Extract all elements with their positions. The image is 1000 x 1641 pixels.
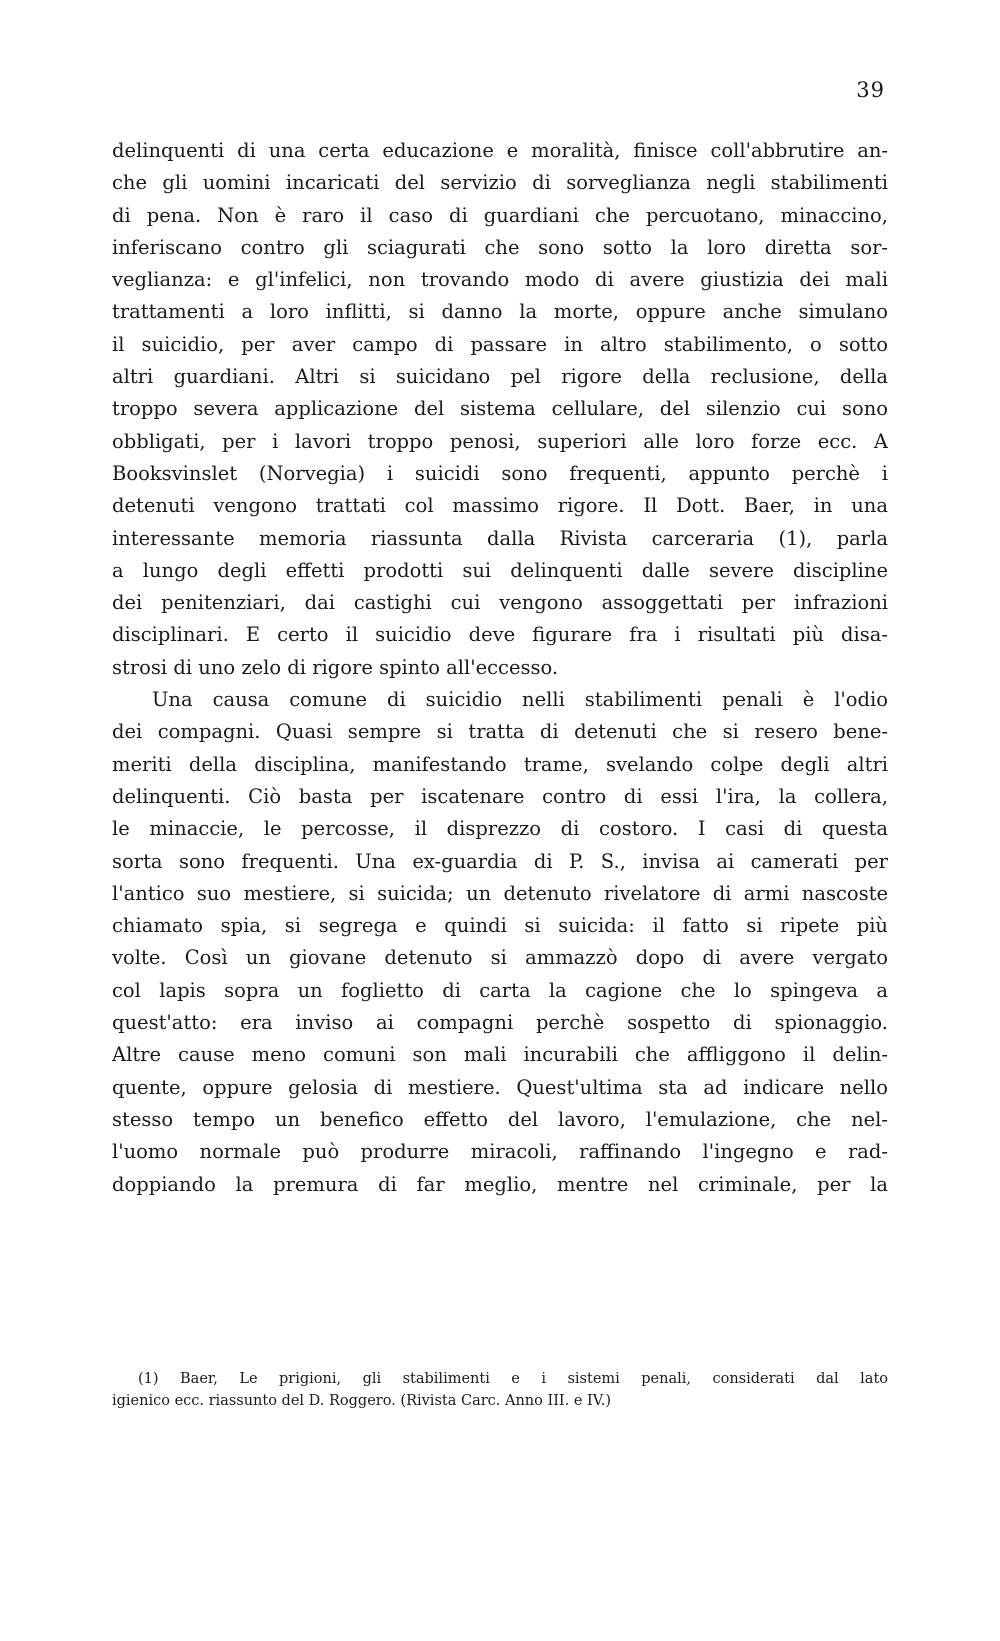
text-line: l'antico suo mestiere, si suicida; un detenuto rivelatore di armi nascoste [112,881,888,905]
text-line: dei penitenziari, dai castighi cui vengono assoggettati per infrazioni [112,591,888,615]
footnote-line: (1) Baer, Le prigioni, gli stabilimenti e i sistemi penali, considerati dal lato [138,1371,888,1387]
text-line: sorta sono frequenti. Una ex-guardia di P. S., invisa ai camerati per [112,849,888,873]
text-line: Booksvinslet (Norvegia) i suicidi sono frequenti, appunto perchè i [112,461,888,485]
text-line: troppo severa applicazione del sistema cellulare, del silenzio cui sono [112,397,888,421]
text-line: inferiscano contro gli sciagurati che sono sotto la loro diretta sor- [112,235,888,259]
text-line: volte. Così un giovane detenuto si ammazzò dopo di avere vergato [112,946,888,970]
text-line: il suicidio, per aver campo di passare in altro stabilimento, o sotto [112,332,888,356]
text-line: meriti della disciplina, manifestando trame, svelando colpe degli altri [112,752,888,776]
text-line: quente, oppure gelosia di mestiere. Quest'ultima sta ad indicare nello [112,1075,888,1099]
text-line: delinquenti di una certa educazione e moralità, finisce coll'abbrutire an- [112,139,888,162]
text-line: veglianza: e gl'infelici, non trovando modo di avere giustizia dei mali [112,268,888,292]
text-line: chiamato spia, si segrega e quindi si suicida: il fatto si ripete più [112,914,888,938]
text-line: l'uomo normale può produrre miracoli, raffinando l'ingegno e rad- [112,1140,888,1164]
paragraph-start-line: Una causa comune di suicidio nelli stabilimenti penali è l'odio [152,688,888,712]
text-line: obbligati, per i lavori troppo penosi, superiori alle loro forze ecc. A [112,429,888,453]
text-line: a lungo degli effetti prodotti sui delinquenti dalle severe discipline [112,558,888,582]
text-line: detenuti vengono trattati col massimo rigore. Il Dott. Baer, in una [112,494,888,518]
text-line: doppiando la premura di far meglio, mentre nel criminale, per la [112,1172,888,1196]
text-line: interessante memoria riassunta dalla Rivista carceraria (1), parla [112,526,888,550]
text-line: quest'atto: era inviso ai compagni perchè sospetto di spionaggio. [112,1011,888,1035]
text-line: che gli uomini incaricati del servizio di sorveglianza negli stabilimenti [112,171,888,195]
paragraph-end-line: strosi di uno zelo di rigore spinto all'eccesso. [112,655,559,679]
text-line: stesso tempo un benefico effetto del lavoro, l'emulazione, che nel- [112,1107,888,1131]
text-line: di pena. Non è raro il caso di guardiani che percuotano, minaccino, [112,203,888,227]
text-line: delinquenti. Ciò basta per iscatenare contro di essi l'ira, la collera, [112,784,888,808]
text-line: le minaccie, le percosse, il disprezzo di costoro. I casi di questa [112,817,888,841]
text-line: altri guardiani. Altri si suicidano pel rigore della reclusione, della [112,365,888,389]
text-line: dei compagni. Quasi sempre si tratta di detenuti che si resero bene- [112,720,888,744]
footnote-line: igienico ecc. riassunto del D. Roggero. (Rivista Carc. Anno III. e IV.) [112,1393,611,1409]
body-text [112,135,888,1201]
page-number: 39 [856,78,885,102]
text-line: col lapis sopra un foglietto di carta la cagione che lo spingeva a [112,978,888,1002]
text-line: disciplinari. E certo il suicidio deve figurare fra i risultati più disa- [112,623,888,647]
text-line: Altre cause meno comuni son mali incurabili che affliggono il delin- [112,1043,888,1067]
footnote [112,1368,888,1412]
text-line: trattamenti a loro inflitti, si danno la morte, oppure anche simulano [112,300,888,324]
